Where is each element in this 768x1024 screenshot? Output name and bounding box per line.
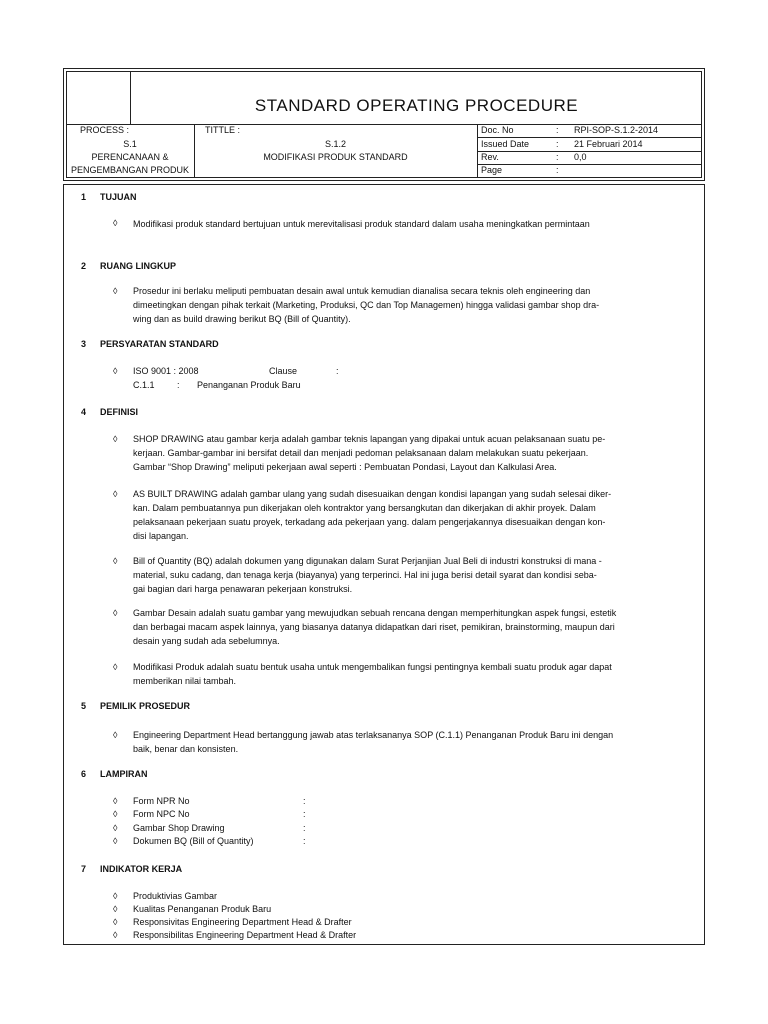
definisi-bill-of-quantity: Bill of Quantity (BQ) adalah dokumen yang digunakan dalam Surat Perjanjian Jual Beli di industri konstruksi di mana - material, suku cadang, dan tenaga kerja (biayanya) yang terperinci. Hal ini juga berisi detail syarat dan kondisi seba- gai bagian dari harga penawaran pekerjaan konstruksi.: [133, 556, 602, 594]
lampiran-item: Dokumen BQ (Bill of Quantity): [133, 836, 254, 846]
indikator-item: Produktivias Gambar: [133, 891, 218, 901]
section-title-definisi: DEFINISI: [100, 407, 139, 417]
document-title: STANDARD OPERATING PROCEDURE: [254, 96, 579, 115]
meta-row-divider: [477, 151, 702, 152]
meta-label: Issued Date: [481, 139, 530, 149]
bullet-icon: ◊: [113, 891, 118, 901]
section-number: 7: [81, 864, 87, 874]
bullet-icon: ◊: [113, 366, 118, 376]
bullet-icon: ◊: [113, 930, 118, 940]
logo-placeholder: [66, 71, 131, 124]
meta-value-issued-date: 21 Februari 2014: [574, 139, 643, 149]
indikator-item: Responsibilitas Engineering Department Head & Drafter: [133, 930, 357, 940]
ruang-lingkup-text: Prosedur ini berlaku meliputi pembuatan desain awal untuk kemudian dianalisa secara teknis oleh engineering dan dimeetingkan dengan pihak terkait (Marketing, Produksi, QC dan Top Managemen) hingga validasi gambar shop dra- wing dan as build drawing berikut BQ (Bill of Quantity).: [133, 286, 600, 324]
meta-sep: :: [556, 139, 559, 149]
section-number: 3: [81, 339, 87, 349]
bullet-icon: ◊: [113, 796, 118, 806]
section-number: 2: [81, 261, 87, 271]
iso-standard: ISO 9001 : 2008: [133, 366, 199, 376]
indikator-item: Kualitas Penanganan Produk Baru: [133, 904, 272, 914]
meta-value-doc-no: RPI-SOP-S.1.2-2014: [574, 125, 659, 135]
definisi-modifikasi-produk: Modifikasi Produk adalah suatu bentuk usaha untuk mengembalikan fungsi pentingnya kembali suatu produk agar dapat memberikan nilai tambah.: [133, 662, 612, 686]
section-title-indikator-kerja: INDIKATOR KERJA: [100, 864, 183, 874]
bullet-icon: ◊: [113, 286, 118, 296]
process-name-line1: PERENCANAAN &: [91, 152, 169, 162]
clause-colon: :: [336, 366, 339, 376]
section-title-ruang-lingkup: RUANG LINGKUP: [100, 261, 176, 271]
meta-row-divider: [477, 164, 702, 165]
meta-sep: :: [556, 152, 559, 162]
page-edge-mark: [704, 592, 705, 604]
bullet-icon: ◊: [113, 836, 118, 846]
lampiran-item: Form NPC No: [133, 809, 190, 819]
section-title-lampiran: LAMPIRAN: [100, 769, 148, 779]
lampiran-colon: :: [303, 823, 306, 833]
tujuan-text: Modifikasi produk standard bertujuan untuk merevitalisasi produk standard dalam usaha meningkatkan permintaan: [133, 219, 590, 229]
section-title-persyaratan: PERSYARATAN STANDARD: [100, 339, 219, 349]
process-name-line2: PENGEMBANGAN PRODUK: [70, 165, 190, 175]
definisi-shop-drawing: SHOP DRAWING atau gambar kerja adalah gambar teknis lapangan yang dipakai untuk acuan pelaksanaan suatu pe- kerjaan. Gambar-gambar ini bersifat detail dan menjadi pedoman pelaksanaan dalam melakukan suatu pekerjaan. Gambar “Shop Drawing” meliputi pekerjaan awal seperti : Pembuatan Pondasi, Layout dan Kalkulasi Area.: [133, 434, 606, 472]
bullet-icon: ◊: [113, 730, 118, 740]
lampiran-colon: :: [303, 836, 306, 846]
clause-code-colon: :: [177, 380, 180, 390]
bullet-icon: ◊: [113, 809, 118, 819]
lampiran-item: Gambar Shop Drawing: [133, 823, 225, 833]
tittle-code: S.1.2: [324, 139, 346, 149]
meta-label: Doc. No: [481, 125, 514, 135]
section-number: 5: [81, 701, 87, 711]
tittle-label: TITTLE :: [205, 125, 241, 135]
section-number: 4: [81, 407, 87, 417]
process-code: S.1: [123, 139, 137, 149]
bullet-icon: ◊: [113, 904, 118, 914]
meta-label: Rev.: [481, 152, 499, 162]
bullet-icon: ◊: [113, 489, 118, 499]
section-number: 1: [81, 192, 87, 202]
tittle-name: MODIFIKASI PRODUK STANDARD: [263, 152, 408, 162]
lampiran-colon: :: [303, 809, 306, 819]
indikator-item: Responsivitas Engineering Department Head & Drafter: [133, 917, 352, 927]
bullet-icon: ◊: [113, 218, 118, 228]
process-label: PROCESS :: [80, 125, 130, 135]
section-number: 6: [81, 769, 87, 779]
clause-name: Penanganan Produk Baru: [197, 380, 301, 390]
meta-sep: :: [556, 125, 559, 135]
meta-label: Page: [481, 165, 503, 175]
bullet-icon: ◊: [113, 823, 118, 833]
meta-value-rev: 0,0: [574, 152, 587, 162]
section-title-pemilik-prosedur: PEMILIK PROSEDUR: [100, 701, 191, 711]
bullet-icon: ◊: [113, 917, 118, 927]
definisi-gambar-desain: Gambar Desain adalah suatu gambar yang mewujudkan sebuah rencana dengan memperhitungkan aspek fungsi, estetik dan berbagai macam aspek lainnya, yang biasanya datanya didapatkan dari riset, pemikiran, brainstorming, maupun dari desain yang sudah ada sebelumnya.: [133, 608, 617, 646]
bullet-icon: ◊: [113, 556, 118, 566]
lampiran-item: Form NPR No: [133, 796, 190, 806]
section-title-tujuan: TUJUAN: [100, 192, 137, 202]
bullet-icon: ◊: [113, 608, 118, 618]
definisi-as-built-drawing: AS BUILT DRAWING adalah gambar ulang yang sudah disesuaikan dengan kondisi lapangan yang sudah selesai diker- kan. Dalam pembuatannya pun dikerjakan oleh kontraktor yang bersangkutan dan dikerjakan di akhir proyek. Dalam pelaksanaan pekerjaan suatu proyek, terkadang ada pekerjaan yang. dalam pengerjakannya disesuaikan dengan kon- disi lapangan.: [133, 489, 612, 541]
lampiran-colon: :: [303, 796, 306, 806]
clause-code: C.1.1: [133, 380, 155, 390]
bullet-icon: ◊: [113, 434, 118, 444]
bullet-icon: ◊: [113, 662, 118, 672]
meta-sep: :: [556, 165, 559, 175]
pemilik-prosedur-text: Engineering Department Head bertanggung jawab atas terlaksananya SOP (C.1.1) Penanganan Produk Baru ini dengan baik, benar dan konsisten.: [133, 730, 614, 754]
clause-label: Clause: [269, 366, 298, 376]
